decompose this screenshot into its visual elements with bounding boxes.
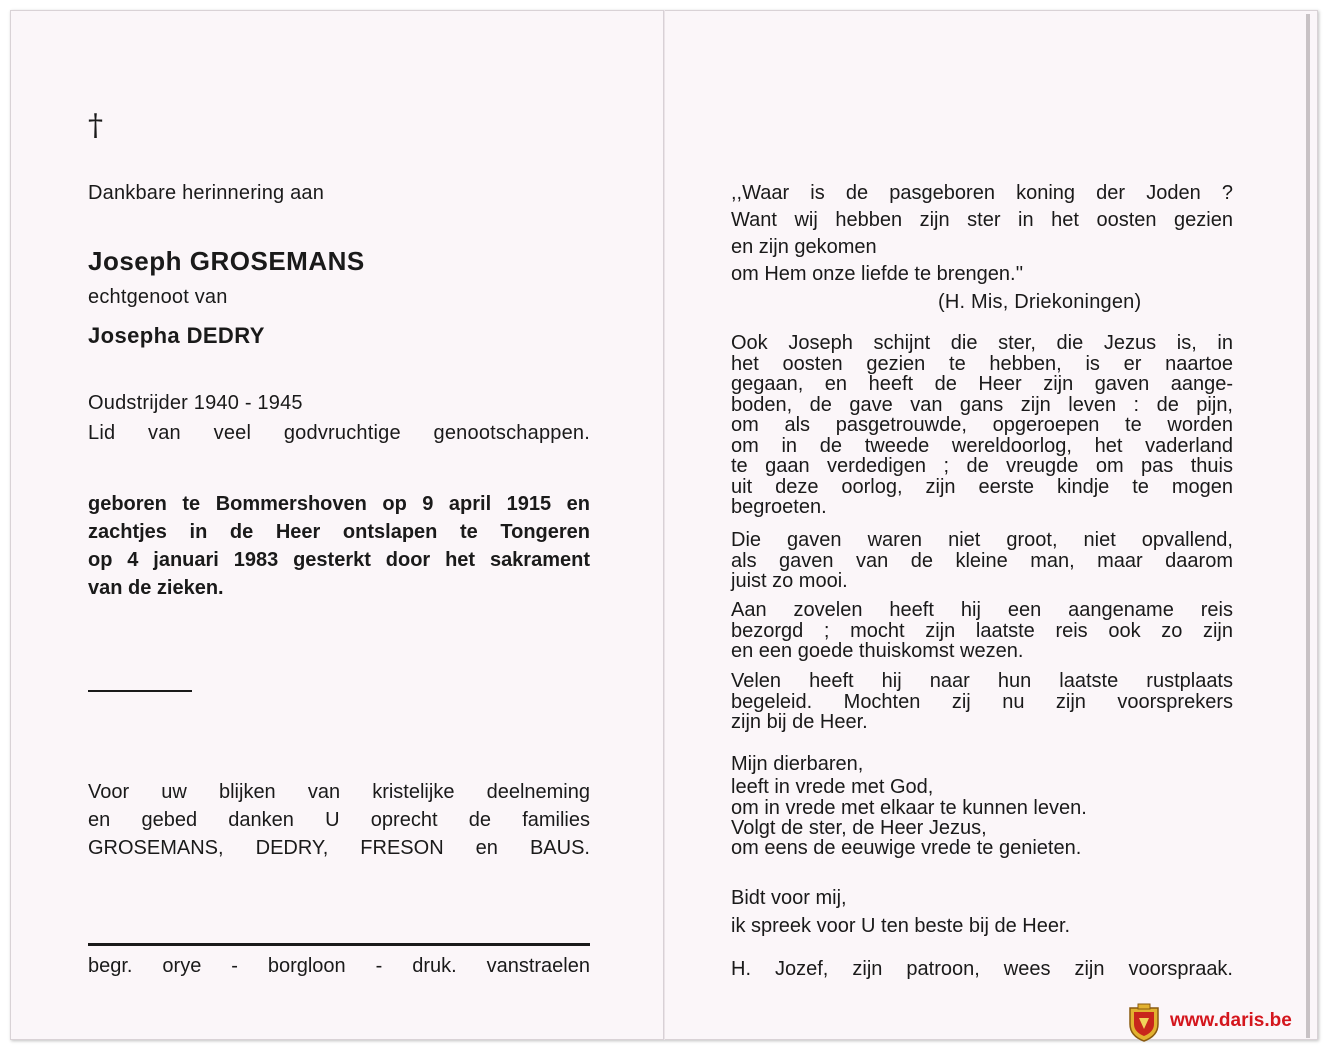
paragraph-3	[731, 600, 1233, 662]
paragraph-1	[731, 333, 1233, 518]
text-line: leeft in vrede met God,	[731, 776, 934, 798]
quote-line: ,,Waar is de pasgeboren koning der Joden ?	[731, 182, 1233, 204]
text-line: gegaan, en heeft de Heer zijn gaven aange-	[731, 373, 1233, 395]
text-line: bezorgd ; mocht zijn laatste reis ook zo zijn	[731, 619, 1233, 642]
deceased-name: Joseph GROSEMANS	[88, 246, 365, 276]
text-line: zijn bij de Heer.	[731, 711, 868, 733]
text-line: Bidt voor mij,	[731, 887, 847, 909]
thanks-line: en gebed danken U oprecht de families	[88, 809, 590, 831]
text-line: Mijn dierbaren,	[731, 753, 864, 775]
quote-line: om Hem onze liefde te brengen.''	[731, 263, 1024, 285]
thanks-block	[88, 778, 590, 862]
quote-line: Want wij hebben zijn ster in het oosten gezien	[731, 209, 1233, 231]
intro-text: Dankbare herinnering aan	[88, 182, 325, 204]
text-line: en een goede thuiskomst wezen.	[731, 640, 1024, 662]
text-line: te gaan verdedigen ; de vreugde om pas thuis	[731, 455, 1233, 477]
quote-block	[731, 180, 1233, 288]
crest-icon	[1127, 1002, 1161, 1042]
quote-line: en zijn gekomen	[731, 236, 877, 258]
text-line: het oosten gezien te hebben, is er naartoe	[731, 352, 1233, 375]
member-text	[88, 421, 590, 445]
birth-death-block	[88, 490, 590, 602]
card-fold	[663, 10, 665, 1040]
divider-long	[88, 943, 590, 946]
birth-line: zachtjes in de Heer ontslapen te Tongeren	[88, 521, 590, 543]
paragraph-6	[731, 884, 1233, 940]
text-line: juist zo mooi.	[731, 570, 848, 592]
birth-line: op 4 januari 1983 gesterkt door het sakrament	[88, 549, 590, 571]
text-line: om in de tweede wereldoorlog, het vaderland	[731, 434, 1233, 457]
text-line: om als pasgetrouwde, opgeroepen te worden	[731, 414, 1233, 436]
text-line: uit deze oorlog, zijn eerste kindje te mogen	[731, 475, 1233, 498]
thanks-line: Voor uw blijken van kristelijke deelneming	[88, 781, 590, 803]
paragraph-4	[731, 671, 1233, 733]
spouse-name: Josepha DEDRY	[88, 323, 265, 348]
paragraph-2	[731, 530, 1233, 592]
site-watermark[interactable]: www.daris.be	[1170, 1010, 1292, 1031]
text-line: boden, de gave van gans zijn leven : de pijn,	[731, 393, 1233, 416]
text-line: om eens de eeuwige vrede te genieten.	[731, 837, 1082, 859]
card-edge	[1306, 14, 1310, 1038]
closing-block	[731, 957, 1233, 981]
text-line: Aan zovelen heeft hij een aangename reis	[731, 599, 1233, 621]
quote-source: (H. Mis, Driekoningen)	[938, 291, 1142, 313]
veteran-text: Oudstrijder 1940 - 1945	[88, 392, 303, 414]
thanks-line: GROSEMANS, DEDRY, FRESON en BAUS.	[88, 837, 590, 859]
paragraph-5	[731, 752, 1233, 858]
text-line: Velen heeft hij naar hun laatste rustplaats	[731, 670, 1233, 692]
printer-block	[88, 954, 590, 978]
cross-icon: †	[88, 108, 103, 143]
birth-line: van de zieken.	[88, 577, 224, 599]
text-line: begeleid. Mochten zij nu zijn voorsprekers	[731, 690, 1233, 713]
text-line: als gaven van de kleine man, maar daarom	[731, 549, 1233, 572]
divider-short	[88, 690, 192, 692]
birth-line: geboren te Bommershoven op 9 april 1915 en	[88, 493, 590, 515]
text-line: Die gaven waren niet groot, niet opvallend,	[731, 529, 1233, 551]
printer-text: begr. orye - borgloon - druk. vanstraelen	[88, 955, 590, 977]
text-line: begroeten.	[731, 496, 827, 518]
text-line: ik spreek voor U ten beste bij de Heer.	[731, 915, 1071, 937]
text-line: Volgt de ster, de Heer Jezus,	[731, 817, 987, 839]
closing-text: H. Jozef, zijn patroon, wees zijn voorspraak.	[731, 958, 1233, 980]
member-line: Lid van veel godvruchtige genootschappen.	[88, 422, 590, 444]
spouse-label: echtgenoot van	[88, 286, 228, 308]
text-line: om in vrede met elkaar te kunnen leven.	[731, 797, 1087, 819]
text-line: Ook Joseph schijnt die ster, die Jezus is, in	[731, 332, 1233, 354]
